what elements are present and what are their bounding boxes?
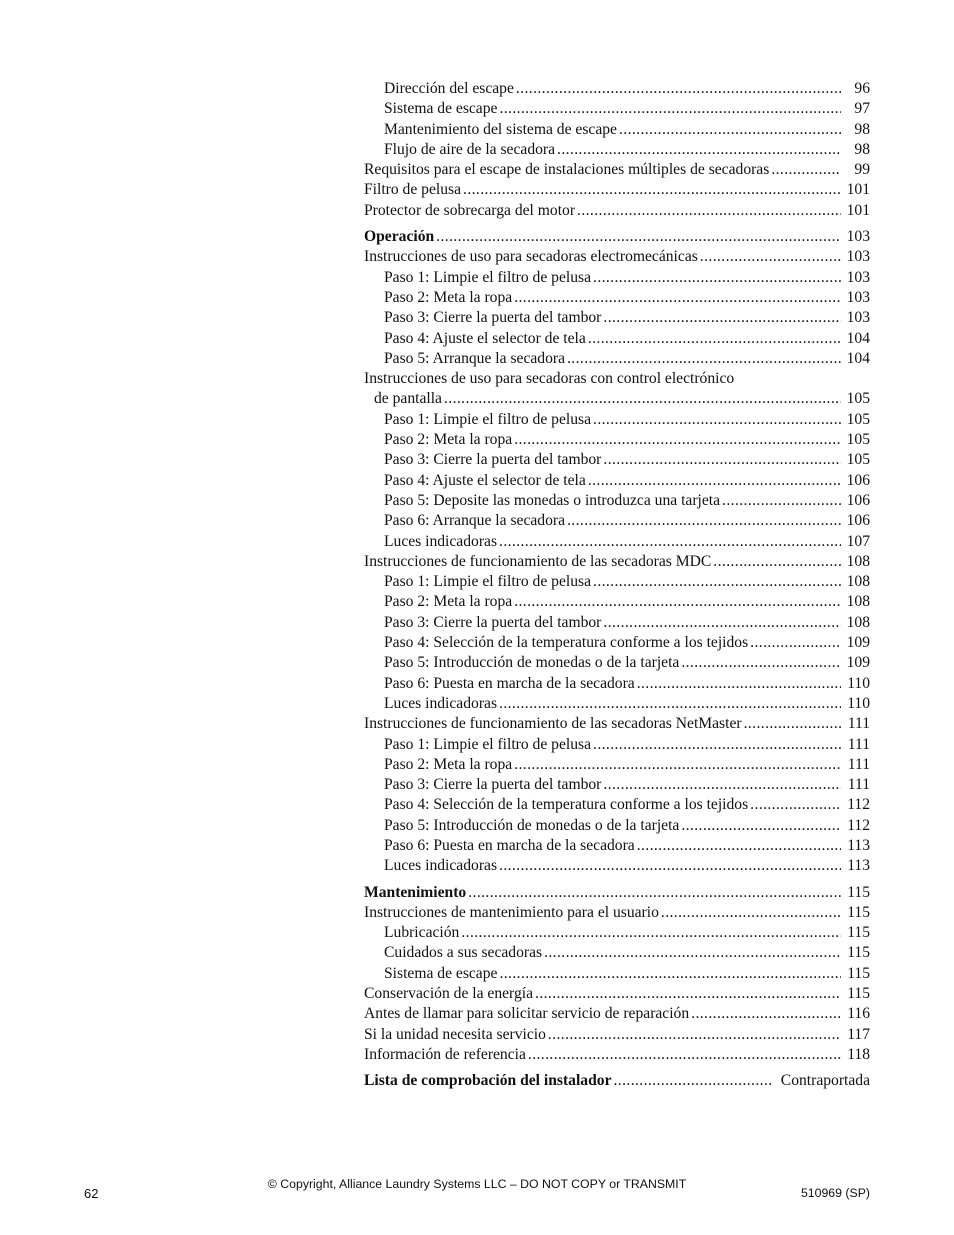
toc-entry [364,613,870,633]
toc-entry [364,410,870,430]
toc-entry-page: 115 [847,944,870,962]
toc-entry-label: Paso 4: Selección de la temperatura conforme a los tejidos [384,634,749,652]
toc-entry-page: 96 [854,80,870,97]
dot-leader [637,836,841,856]
dot-leader [588,471,841,491]
toc-entry-label: Paso 3: Cierre la puerta del tambor [384,776,602,794]
dot-leader [593,735,841,755]
toc-entry-label: Paso 5: Introducción de monedas o de la tarjeta [384,816,680,834]
table-of-contents [364,79,870,1092]
toc-entry-page: 115 [847,964,870,982]
toc-entry-label: de pantalla [374,390,442,408]
toc-entry [364,450,870,470]
toc-entry-page: 112 [847,796,870,814]
dot-leader [713,552,841,572]
toc-entry-page: 101 [846,181,870,199]
toc-entry-label: Paso 1: Limpie el filtro de pelusa [384,735,592,753]
toc-entry [364,755,870,775]
toc-entry-page: 115 [847,924,870,942]
dot-leader [548,1025,841,1045]
toc-entry-page: 106 [846,512,870,530]
toc-entry-page: 103 [846,268,870,286]
dot-leader [691,1004,841,1024]
dot-leader [750,633,841,653]
dot-leader [603,308,841,328]
toc-entry [364,964,870,984]
toc-entry-page: 108 [846,613,870,631]
toc-entry-page: 110 [847,694,870,712]
toc-entry-page: 103 [846,288,870,306]
toc-entry-label: Instrucciones de uso para secadoras con control electrónico [364,370,735,388]
dot-leader [499,532,841,552]
dot-leader [681,816,841,836]
dot-leader [516,79,841,99]
dot-leader [444,389,841,409]
toc-entry-label: Antes de llamar para solicitar servicio de reparación [364,1005,690,1023]
dot-leader [463,180,841,200]
toc-entry-page: 112 [847,816,870,834]
toc-entry-page: 108 [846,573,870,591]
toc-entry-page: 115 [847,883,870,901]
toc-section-entry [364,883,870,903]
toc-entry-label: Dirección del escape [384,80,514,97]
dot-leader [603,775,841,795]
dot-leader [461,923,841,943]
dot-leader [528,1045,841,1065]
toc-entry-label: Paso 2: Meta la ropa [384,431,513,449]
dot-leader [577,201,841,221]
toc-entry-label: Paso 3: Cierre la puerta del tambor [384,309,602,327]
toc-entry-label: Paso 6: Arranque la secadora [384,512,565,530]
dot-leader [619,120,841,140]
dot-leader [567,511,841,531]
dot-leader [588,329,841,349]
document-number: 510969 (SP) [800,1186,870,1200]
toc-entry-page: 104 [846,329,870,347]
dot-leader [514,288,841,308]
toc-entry [364,180,870,200]
toc-entry-label: Operación [364,228,435,246]
toc-entry-label: Paso 1: Limpie el filtro de pelusa [384,573,592,591]
toc-entry-label: Sistema de escape [384,100,498,118]
toc-entry-page: 106 [846,471,870,489]
toc-entry-page: 116 [847,1005,870,1023]
toc-entry [364,288,870,308]
toc-entry [364,349,870,369]
dot-leader [750,795,841,815]
toc-entry [364,247,870,267]
toc-entry [364,140,870,160]
toc-entry-page: 113 [847,836,870,854]
toc-entry [364,633,870,653]
toc-entry [364,984,870,1004]
toc-entry-page: 106 [846,491,870,509]
toc-entry-label: Luces indicadoras [384,532,498,550]
toc-entry [364,430,870,450]
toc-entry-label: Lista de comprobación del instalador [364,1072,612,1090]
toc-entry [364,511,870,531]
toc-entry-page: 101 [846,201,870,219]
toc-entry-label: Mantenimiento [364,883,467,901]
toc-entry [364,201,870,221]
toc-entry-page: 111 [847,755,870,773]
toc-entry [364,903,870,923]
toc-entry-label: Paso 2: Meta la ropa [384,755,513,773]
dot-leader [468,883,841,903]
dot-leader [593,572,841,592]
toc-entry [364,79,870,99]
toc-entry-label: Paso 3: Cierre la puerta del tambor [384,613,602,631]
toc-entry-page: 107 [846,532,870,550]
toc-entry-label: Instrucciones de funcionamiento de las secadoras MDC [364,552,712,570]
toc-entry [364,1004,870,1024]
toc-entry [364,694,870,714]
toc-entry [364,735,870,755]
toc-entry-page: 103 [846,309,870,327]
toc-entry [364,308,870,328]
dot-leader [603,613,841,633]
toc-entry [364,923,870,943]
toc-entry [364,943,870,963]
toc-entry-page: 105 [846,451,870,469]
toc-entry-page: 113 [847,857,870,875]
toc-entry [364,99,870,119]
dot-leader [567,349,841,369]
toc-entry-label: Sistema de escape [384,964,498,982]
toc-entry [364,471,870,491]
page-number: 62 [84,1186,99,1201]
toc-entry-label: Información de referencia [364,1045,526,1063]
toc-entry [364,369,870,389]
dot-leader [614,1071,772,1091]
dot-leader [499,99,841,119]
toc-section-entry [364,1071,870,1091]
dot-leader [722,491,841,511]
dot-leader [436,227,841,247]
toc-entry-label: Filtro de pelusa [364,181,462,199]
toc-entry-page: 115 [847,903,870,921]
toc-entry [364,572,870,592]
toc-entry-label: Instrucciones de mantenimiento para el usuario [364,903,659,921]
toc-entry-label: Instrucciones de uso para secadoras electromecánicas [364,248,698,266]
dot-leader [514,592,841,612]
toc-entry-label: Paso 6: Puesta en marcha de la secadora [384,836,635,854]
dot-leader [544,943,841,963]
toc-entry-label: Paso 4: Ajuste el selector de tela [384,471,586,489]
dot-leader [744,714,841,734]
toc-entry-page: Contraportada [780,1072,870,1090]
toc-entry-label: Paso 5: Introducción de monedas o de la tarjeta [384,654,680,672]
toc-entry-page: 105 [846,410,870,428]
toc-entry-page: 108 [846,593,870,611]
toc-entry-label: Flujo de aire de la secadora [384,140,556,158]
toc-entry-label: Requisitos para el escape de instalaciones múltiples de secadoras [364,161,770,179]
dot-leader [603,450,841,470]
toc-entry [364,856,870,876]
toc-entry [364,592,870,612]
toc-entry [364,795,870,815]
toc-entry [364,552,870,572]
toc-entry [364,532,870,552]
toc-entry-page: 98 [854,120,870,138]
dot-leader [700,247,841,267]
toc-entry-label: Si la unidad necesita servicio [364,1025,546,1043]
toc-entry-page: 105 [846,390,870,408]
toc-entry-label: Lubricación [384,924,460,942]
toc-entry-label: Protector de sobrecarga del motor [364,201,576,219]
toc-entry-label: Paso 1: Limpie el filtro de pelusa [384,268,592,286]
dot-leader [661,903,841,923]
toc-entry-page: 105 [846,431,870,449]
dot-leader [593,410,841,430]
toc-entry-label: Luces indicadoras [384,694,498,712]
dot-leader [499,856,841,876]
toc-entry-page: 103 [846,228,870,246]
dot-leader [535,984,841,1004]
toc-entry-label: Paso 5: Arranque la secadora [384,349,565,367]
toc-entry-label: Paso 2: Meta la ropa [384,288,513,306]
toc-entry-page: 98 [854,140,870,158]
toc-entry-label: Paso 6: Puesta en marcha de la secadora [384,674,635,692]
toc-entry-page: 111 [847,735,870,753]
toc-entry-page: 109 [846,654,870,672]
toc-entry-label: Paso 1: Limpie el filtro de pelusa [384,410,592,428]
toc-entry-label: Cuidados a sus secadoras [384,944,543,962]
dot-leader [514,430,841,450]
dot-leader [681,653,841,673]
toc-entry-page: 115 [847,985,870,1003]
toc-entry-page: 110 [847,674,870,692]
toc-entry [364,389,870,409]
toc-entry-page: 103 [846,248,870,266]
toc-entry [364,1025,870,1045]
toc-entry-page: 108 [846,552,870,570]
dot-leader [557,140,841,160]
toc-entry-label: Paso 5: Deposite las monedas o introduzca una tarjeta [384,491,721,509]
toc-entry-page: 111 [847,715,870,733]
toc-entry [364,160,870,180]
toc-entry [364,268,870,288]
toc-entry-label: Conservación de la energía [364,985,534,1003]
toc-entry-page: 111 [847,776,870,794]
dot-leader [637,674,841,694]
toc-entry [364,653,870,673]
toc-entry-label: Mantenimiento del sistema de escape [384,120,617,138]
toc-entry [364,714,870,734]
toc-entry [364,775,870,795]
toc-entry [364,674,870,694]
dot-leader [593,268,841,288]
toc-entry [364,1045,870,1065]
toc-entry [364,491,870,511]
toc-entry-label: Luces indicadoras [384,857,498,875]
toc-entry [364,816,870,836]
toc-entry-page: 118 [847,1045,870,1063]
toc-entry [364,120,870,140]
dot-leader [499,694,841,714]
dot-leader [771,160,841,180]
toc-entry-label: Paso 4: Selección de la temperatura conforme a los tejidos [384,796,749,814]
toc-entry [364,836,870,856]
toc-entry-label: Paso 4: Ajuste el selector de tela [384,329,586,347]
toc-entry-page: 117 [847,1025,870,1043]
copyright-notice: © Copyright, Alliance Laundry Systems LLC – DO NOT COPY or TRANSMIT [267,1177,687,1191]
toc-entry-page: 104 [846,349,870,367]
toc-entry [364,329,870,349]
toc-entry-page: 109 [846,634,870,652]
toc-section-entry [364,227,870,247]
dot-leader [499,964,841,984]
toc-entry-page: 99 [854,161,870,179]
toc-entry-label: Paso 2: Meta la ropa [384,593,513,611]
toc-entry-label: Paso 3: Cierre la puerta del tambor [384,451,602,469]
toc-entry-page: 97 [854,100,870,118]
dot-leader [514,755,841,775]
toc-entry-label: Instrucciones de funcionamiento de las secadoras NetMaster [364,715,742,733]
